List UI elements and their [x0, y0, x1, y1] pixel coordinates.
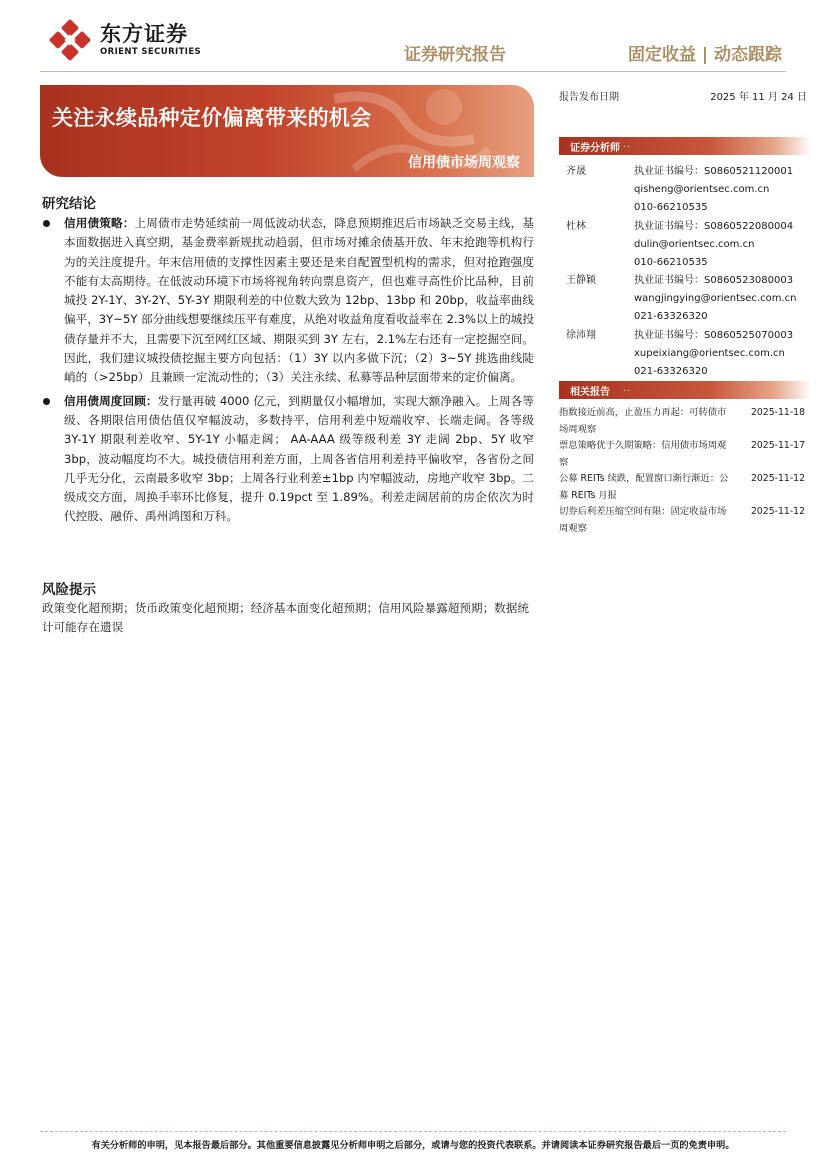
analyst-phone: 010-66210535 — [634, 202, 708, 214]
heading-dots: .. — [623, 140, 631, 150]
conclusion-heading: 研究结论 — [42, 196, 96, 212]
analysts-heading: 证券分析师 — [570, 143, 620, 154]
analyst-email[interactable]: dulin@orientsec.com.cn — [634, 239, 755, 251]
analyst-email[interactable]: xupeixiang@orientsec.com.cn — [634, 348, 785, 360]
title-banner — [40, 85, 534, 177]
analyst-phone: 021-63326320 — [634, 366, 708, 378]
analyst-cert: 执业证书编号：S0860522080004 — [634, 221, 794, 232]
related-report-title: 募 REITs 月报 — [559, 489, 617, 501]
logo-mark-icon — [48, 18, 92, 62]
related-reports-list — [559, 405, 811, 537]
related-heading: 相关报告 — [570, 387, 610, 398]
report-title: 关注永续品种定价偏离带来的机会 — [52, 106, 372, 130]
analyst-name: 徐沛翔 — [566, 330, 596, 341]
analyst-email[interactable]: qisheng@orientsec.com.cn — [634, 184, 770, 196]
footer-divider — [40, 1131, 786, 1132]
related-report-item[interactable] — [559, 471, 811, 504]
publish-date-value: 2025 年 11 月 24 日 — [710, 92, 807, 103]
related-report-title: 票息策略优于久期策略：信用债市场周观 — [559, 440, 727, 451]
bullet-icon — [43, 220, 50, 227]
analyst-cert: 执业证书编号：S0860525070003 — [634, 330, 794, 341]
header-divider — [40, 71, 786, 72]
footer-disclaimer: 有关分析师的申明，见本报告最后部分。其他重要信息披露见分析师申明之后部分，或请与您的投资代表联系。并请阅读本证券研究报告最后一页的免责申明。 — [91, 1140, 735, 1151]
risk-text: 政策变化超预期；货币政策变化超预期；经济基本面变化超预期；信用风险暴露超预期；数据统计可能存在遗误 — [42, 601, 529, 635]
report-subtitle: 信用债市场周观察 — [408, 155, 520, 171]
analyst-email[interactable]: wangjingying@orientsec.com.cn — [634, 293, 797, 305]
bullet-label: 信用债周度回顾： — [64, 393, 158, 408]
analyst-cert: 执业证书编号：S0860523080003 — [634, 275, 794, 286]
bullet-text: 发行量再破 4000 亿元，到期量仅小幅增加，实现大额净融入。上周各等级、各期限信用债估值仅窄幅波动，多数持平，信用利差中短端收窄、长端走阔。各等级 3Y-1Y 期限利差收窄、5Y-1Y 小幅走阔； AA-AAA 级等级利差 3Y 走阔 2bp、5Y 收窄 3bp，波动幅度均不大。城投债信用利差方面，上周各省信用利差持平偏收窄，各省份之间几乎无分化，云南最多收窄 3bp；上周各行业利差±1bp 内窄幅波动，房地产收窄 3bp。二级成交方面，周换手率环比修复，提升 0.19pct 至 1.89%。利差走阔居前的房企依次为时代控股、融侨、禹州鸿图和万科。 — [64, 393, 534, 524]
bullet-icon — [43, 398, 50, 405]
publish-date-row — [559, 88, 807, 103]
analyst-name: 杜林 — [566, 221, 586, 232]
related-report-item[interactable] — [559, 405, 811, 438]
heading-dots: .. — [623, 384, 631, 394]
company-logo — [48, 18, 201, 62]
analyst-cert: 执业证书编号：S0860521120001 — [634, 166, 794, 177]
bullet-text: 上周债市走势延续前一周低波动状态，降息预期推迟后市场缺乏交易主线，基本面数据进入真空期，基金费率新规扰动趋弱，但市场对摊余债基开放、年末抢跑等机构行为的关注度提升。年末信用债的支撑性因素主要还是来自配置型机构的需求，但对抢跑强度不能有太高期待。在低波动环境下市场将视角转向票息资产，但也难寻高性价比品种，目前城投 2Y-1Y、3Y-2Y、5Y-3Y 期限利差的中位数大致为 12bp、13bp 和 20bp，收益率曲线偏平，3Y~5Y 部分曲线想要继续压平有难度，从绝对收益角度看收益率在 2.3%以上的城投债存量并不大，且需要下沉至网红区域、期限买到 3Y 左右，2.1%左右还有一定挖掘空间。因此，我们建议城投债挖掘主要方向包括：（1）3Y 以内多做下沉；（2）3~5Y 挑选曲线陡峭的（>25bp）且兼顾一定流动性的；（3）关注永续、私募等品种层面带来的定价偏离。 — [64, 216, 534, 385]
related-report-title: 周观察 — [559, 522, 587, 534]
related-report-date: 2025-11-17 — [750, 440, 805, 451]
publish-date-label: 报告发布日期 — [559, 92, 619, 103]
analyst-phone: 021-63326320 — [634, 311, 708, 323]
conclusion-list — [42, 214, 534, 527]
analyst-name: 王静颖 — [566, 275, 596, 286]
related-report-title: 公募 REITs 续跌，配置窗口渐行渐近：公 — [559, 473, 729, 484]
analyst-phone: 010-66210535 — [634, 257, 708, 269]
related-report-item[interactable] — [559, 504, 811, 537]
related-report-date: 2025-11-18 — [750, 407, 805, 418]
logo-english: ORIENT SECURITIES — [100, 47, 202, 57]
report-category: 固定收益 | 动态跟踪 — [627, 45, 782, 65]
list-item — [42, 214, 534, 388]
bullet-label: 信用债策略： — [64, 216, 135, 230]
list-item — [42, 392, 534, 527]
analysts-heading-bar — [559, 137, 811, 155]
related-heading-bar — [559, 381, 811, 399]
related-report-date: 2025-11-12 — [750, 506, 805, 517]
risk-heading: 风险提示 — [42, 582, 96, 598]
analyst-name: 齐晟 — [566, 166, 586, 177]
related-report-date: 2025-11-12 — [750, 473, 805, 484]
logo-chinese: 东方证券 — [100, 22, 188, 46]
related-report-title: 切券后利差压缩空间有限：固定收益市场 — [559, 506, 727, 517]
related-report-title: 指数接近前高，止盈压力再起：可转债市 — [559, 407, 727, 418]
related-report-title: 察 — [559, 456, 569, 468]
related-report-item[interactable] — [559, 438, 811, 471]
report-type: 证券研究报告 — [404, 45, 506, 65]
related-report-title: 场周观察 — [559, 423, 597, 435]
